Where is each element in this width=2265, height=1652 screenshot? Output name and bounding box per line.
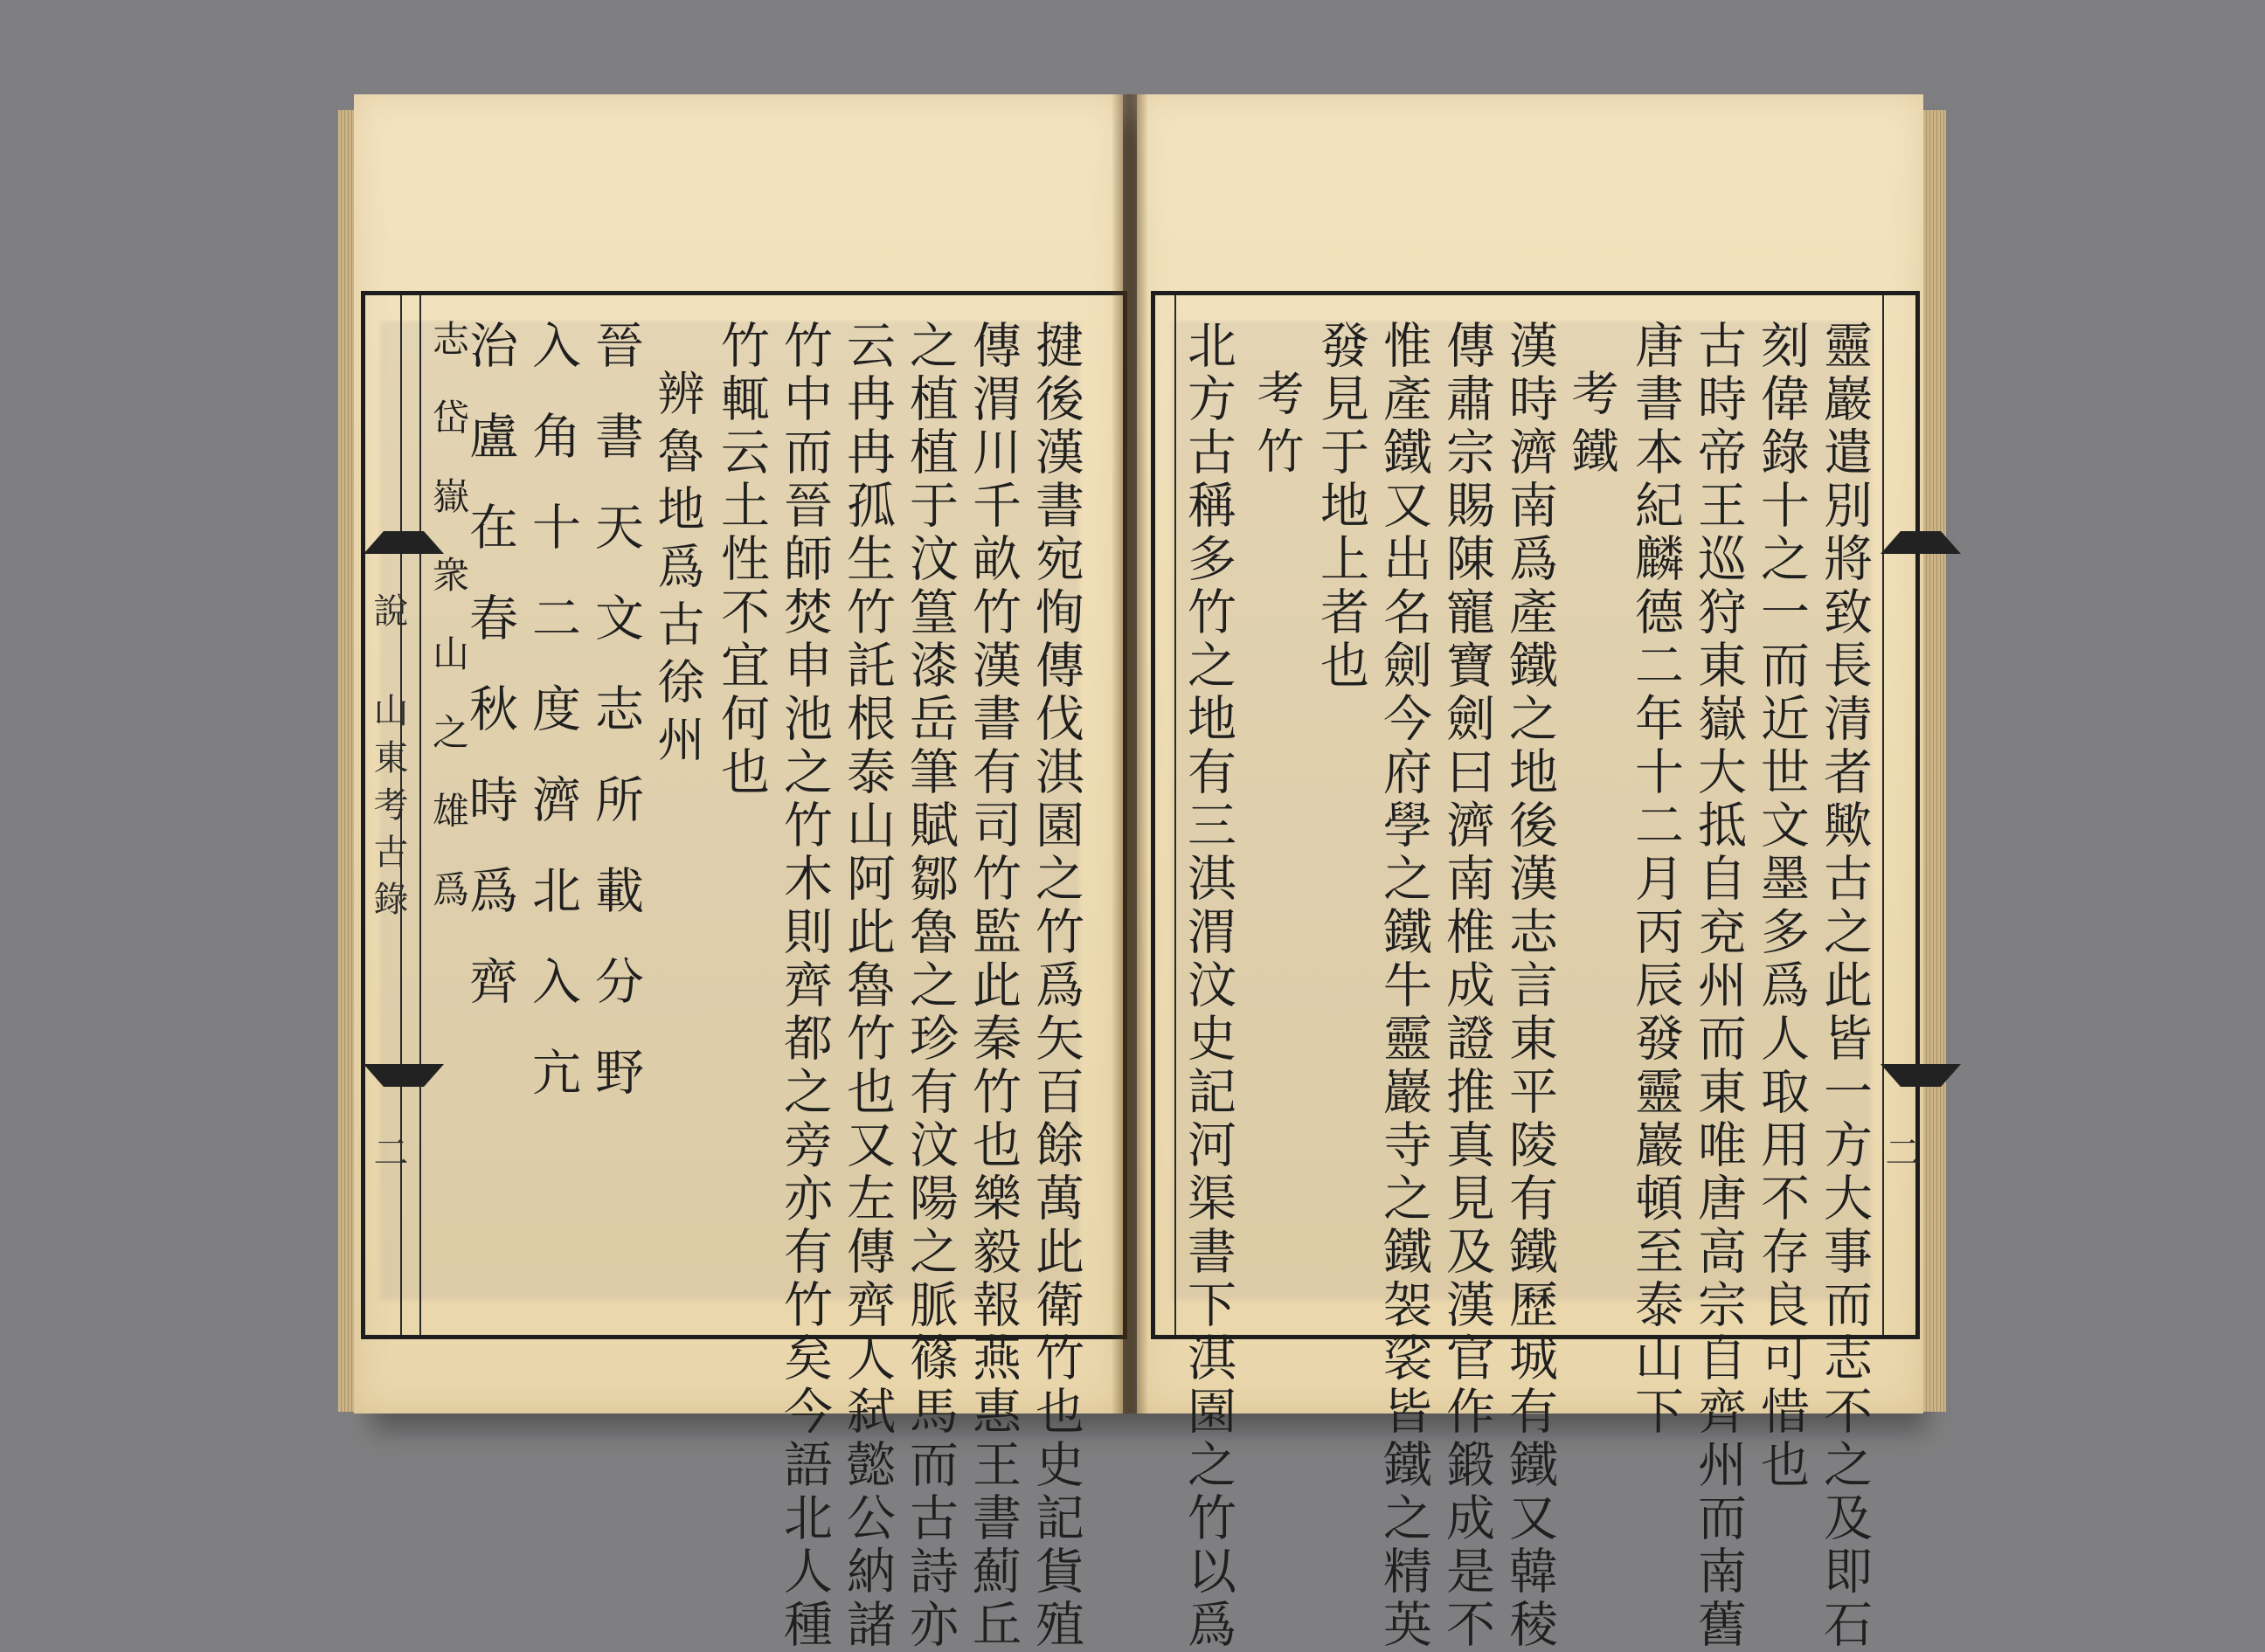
folio-number: 二: [1880, 1134, 1920, 1181]
open-book: [354, 94, 1927, 1652]
text-column: 北方古稱多竹之地有三淇渭汶史記河渠書下淇園之竹以爲: [1180, 320, 1236, 1652]
section-heading: 辨魯地爲古徐州: [650, 369, 705, 772]
fish-tail-mark: [1881, 1064, 1961, 1087]
text-column: 揵後漢書宛恂傳伐淇園之竹爲矢百餘萬此衛竹也史記貨殖: [1028, 320, 1084, 1652]
text-column: 之植植于汶篁漆岳筆賦鄒魯之珍有汶陽之脈篠馬而古詩亦: [902, 320, 959, 1652]
banxin-rule: [419, 295, 421, 1335]
right-print-frame: [1151, 291, 1920, 1652]
text-column: 志岱嶽衆山之雄爲: [427, 320, 470, 949]
text-column: 發見于地上者也: [1313, 320, 1369, 693]
text-column: 晉書天文志所載分野: [587, 320, 644, 1137]
text-column: 刻偉錄十之一而近世文墨多爲人取用不存良可惜也: [1753, 320, 1810, 1492]
right-page-edges: [1920, 110, 1946, 1412]
margin-title: 說 山東考古錄: [368, 592, 408, 928]
text-column: 竹輒云土性不宜何也: [713, 320, 770, 799]
text-column: 唐書本紀麟德二年十二月丙辰發靈巖頓至泰山下: [1627, 320, 1684, 1439]
text-column: 云冉冉孤生竹託根泰山阿此魯竹也又左傳齊人弑懿公納諸: [839, 320, 896, 1652]
text-column: 惟產鐵又出名劍今府學之鐵牛靈巖寺之鐵袈裟皆鐵之精英: [1375, 320, 1432, 1652]
fish-tail-mark: [1881, 531, 1961, 554]
folio-number: 二: [368, 1134, 408, 1181]
text-column: 靈巖遣別將致長清者歟古之此皆一方大事而志不之及即石: [1816, 320, 1873, 1652]
left-print-frame: [361, 291, 1127, 1652]
text-column: 漢時濟南爲產鐵之地後漢志言東平陵有鐵歷城有鐵又韓稜: [1501, 320, 1558, 1652]
section-heading: 考鐵: [1564, 369, 1619, 484]
fish-tail-mark: [364, 1064, 444, 1087]
text-column: 古時帝王巡狩東嶽大抵自兗州而東唯唐高宗自齊州而南舊: [1690, 320, 1747, 1652]
text-column: 治盧在春秋時爲齊: [461, 320, 518, 1047]
text-column: 入角十二度濟北入亢: [524, 320, 581, 1137]
text-column: 傳渭川千畝竹漢書有司竹監此秦竹也樂毅報燕惠王書薊丘: [965, 320, 1022, 1652]
text-column: 竹中而晉師焚申池之竹木則齊都之旁亦有竹矣今語北人種: [776, 320, 833, 1652]
section-heading: 考竹: [1250, 369, 1305, 484]
text-column: 傳肅宗賜陳寵寶劍曰濟南椎成證推真見及漢官作鍛成是不: [1438, 320, 1495, 1652]
left-page: [354, 94, 1123, 1652]
column-rule: [1174, 295, 1176, 1335]
book-gutter: [1112, 94, 1147, 1414]
